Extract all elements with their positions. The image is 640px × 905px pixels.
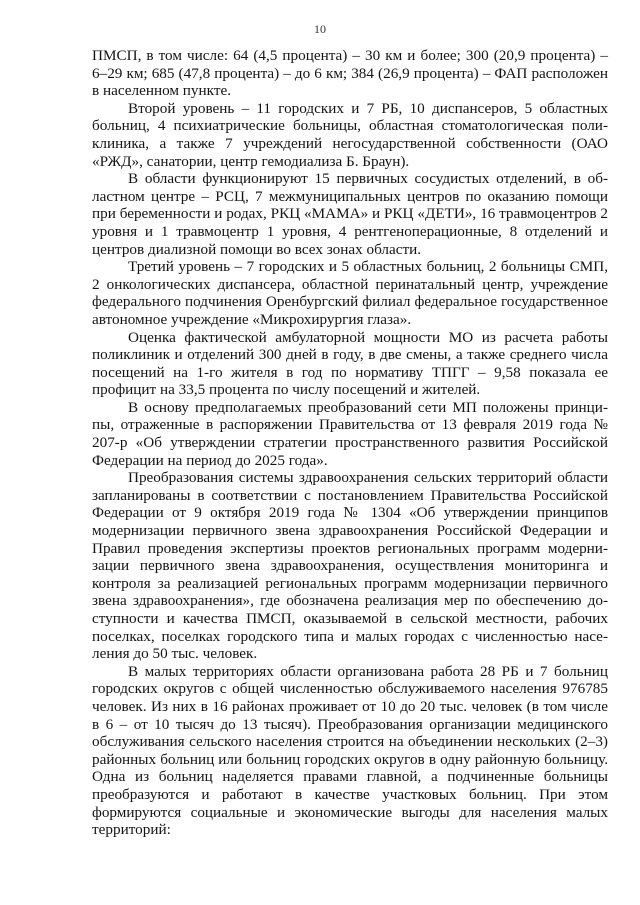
document-body [92, 47, 608, 839]
paragraph: Преобразования системы здравоохранения сельских территорий области запланированы в соответствии с постановлением Правительства Российской Федерации от 9 октября 2019 года № 1304 «Об утверждении принципов модернизации первичного звена здравоохранения Российской Федерации и Правил проведения экспертизы проектов региональных программ модернизации первичного звена здравоохранения, осуществления мониторинга и контроля за реализацией региональных программ модернизации первичного звена здравоохранения», где обозначена реализация мер по обеспечению доступности и качества ПМСП, оказываемой в сельской местности, рабочих поселках, поселках городского типа и малых городах с численностью населения до 50 тыс. человек. [92, 469, 608, 663]
paragraph: В малых территориях области организована работа 28 РБ и 7 больниц городских округов с общей численностью обслуживаемого населения 976785 человек. Из них в 16 районах проживает от 10 до 20 тыс. человек (в том числе в 6 – от 10 тысяч до 13 тысяч). Преобразования организации медицинского обслуживания сельского населения строится на объединении нескольких (2–3) районных больниц или больниц городских округов в одну районную больницу. Одна из больниц наделяется правами главной, а подчиненные больницы преобразуются и работают в качестве участковых больниц. При этом формируются социальные и экономические выгоды для населения малых территорий: [92, 662, 608, 839]
paragraph: Второй уровень – 11 городских и 7 РБ, 10 диспансеров, 5 областных больниц, 4 психиатрические больницы, областная стоматологическая поликлиника, а также 7 учреждений негосударственной собственности (ОАО «РЖД», санатории, центр гемодиализа Б. Браун). [92, 99, 608, 170]
paragraph: ПМСП, в том числе: 64 (4,5 процента) – 30 км и более; 300 (20,9 процента) – 6–29 км; 685 (47,8 процента) – до 6 км; 384 (26,9 процента) – ФАП расположен в населенном пункте. [92, 47, 608, 100]
paragraph: В области функционируют 15 первичных сосудистых отделений, в областном центре – РСЦ, 7 межмуниципальных центров по оказанию помощи при беременности и родах, РКЦ «МАМА» и РКЦ «ДЕТИ», 16 травмоцентров 2 уровня и 1 травмоцентр 1 уровня, 4 рентгеноперационные, 8 отделений и центров диализной помощи во всех зонах области. [92, 170, 608, 258]
paragraph: В основу предполагаемых преобразований сети МП положены принципы, отраженные в распоряжении Правительства от 13 февраля 2019 года № 207-р «Об утверждении стратегии пространственного развития Российской Федерации на период до 2025 года». [92, 398, 608, 469]
paragraph: Третий уровень – 7 городских и 5 областных больниц, 2 больницы СМП, 2 онкологических диспансера, областной перинатальный центр, учреждение федерального подчинения Оренбургский филиал федеральное государственное автономное учреждение «Микрохирургия глаза». [92, 258, 608, 328]
page-number: 10 [314, 22, 326, 36]
paragraph: Оценка фактической амбулаторной мощности МО из расчета работы поликлиник и отделений 300 дней в году, в две смены, а также среднего числа посещений на 1-го жителя в год по нормативу ТПГГ – 9,58 показала ее профицит на 33,5 процента по числу посещений и жителей. [92, 328, 608, 399]
